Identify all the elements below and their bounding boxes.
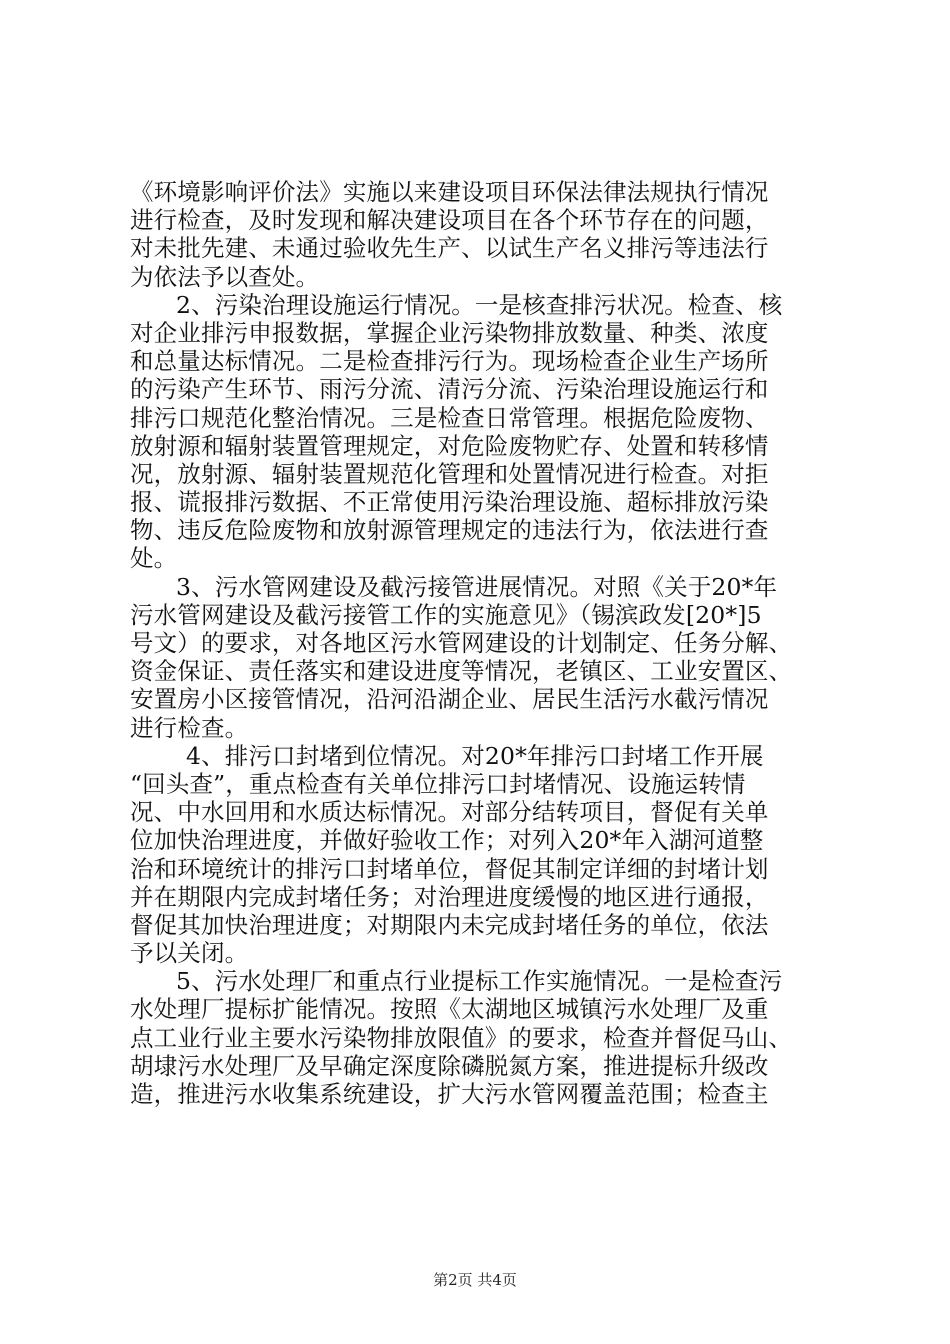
text-line: 的污染产生环节、雨污分流、清污分流、污染治理设施运行和 bbox=[130, 375, 769, 404]
paragraph-1 bbox=[130, 178, 830, 291]
text-line: 治和环境统计的排污口封堵单位，督促其制定详细的封堵计划 bbox=[130, 854, 769, 883]
text-line: 处。 bbox=[130, 544, 178, 573]
text-line: 资金保证、责任落实和建设进度等情况，老镇区、工业安置区、 bbox=[130, 657, 793, 686]
text-line: 排污口规范化整治情况。三是检查日常管理。根据危险废物、 bbox=[130, 403, 769, 432]
text-line: 为依法予以查处。 bbox=[130, 262, 320, 291]
page-number-footer: 第2页 共4页 bbox=[433, 1271, 517, 1289]
text-line: 5、污水处理厂和重点行业提标工作实施情况。一是检查污 bbox=[176, 967, 783, 996]
text-line: “回头查”，重点检查有关单位排污口封堵情况、设施运转情 bbox=[130, 769, 746, 798]
text-line: 报、谎报排污数据、不正常使用污染治理设施、超标排放污染 bbox=[130, 488, 769, 517]
text-line: 位加快治理进度，并做好验收工作；对列入20*年入湖河道整 bbox=[130, 826, 764, 855]
text-line: 号文）的要求，对各地区污水管网建设的计划制定、任务分解、 bbox=[130, 629, 793, 657]
paragraph-2 bbox=[130, 291, 830, 573]
paragraph-3 bbox=[130, 573, 830, 742]
text-line: 2、污染治理设施运行情况。一是核查排污状况。检查、核 bbox=[176, 290, 783, 319]
document-body bbox=[130, 178, 830, 1108]
text-line: 3、污水管网建设及截污接管进展情况。对照《关于20*年 bbox=[176, 572, 778, 601]
text-line: 况、中水回用和水质达标情况。对部分结转项目，督促有关单 bbox=[130, 798, 769, 827]
text-line: 况，放射源、辐射装置规范化管理和处置情况进行检查。对拒 bbox=[130, 459, 769, 488]
text-line: 督促其加快治理进度；对期限内未完成封堵任务的单位，依法 bbox=[130, 910, 769, 939]
text-line: 予以关闭。 bbox=[130, 939, 249, 968]
text-line: 污水管网建设及截污接管工作的实施意见》（锡滨政发[20*]5 bbox=[130, 600, 762, 629]
text-line: 并在期限内完成封堵任务；对治理进度缓慢的地区进行通报， bbox=[130, 882, 769, 911]
text-line: 和总量达标情况。二是检查排污行为。现场检查企业生产场所 bbox=[130, 347, 769, 376]
text-line: 造，推进污水收集系统建设，扩大污水管网覆盖范围；检查主 bbox=[130, 1080, 769, 1108]
text-line: 进行检查。 bbox=[130, 713, 249, 742]
text-line: 放射源和辐射装置管理规定，对危险废物贮存、处置和转移情 bbox=[130, 431, 769, 460]
text-line: 物、违反危险废物和放射源管理规定的违法行为，依法进行查 bbox=[130, 516, 769, 545]
paragraph-5 bbox=[130, 967, 830, 1108]
text-line: 点工业行业主要水污染物排放限值》的要求，检查并督促马山、 bbox=[130, 1023, 793, 1052]
text-line: 进行检查，及时发现和解决建设项目在各个环节存在的问题， bbox=[130, 206, 769, 235]
text-line: 对未批先建、未通过验收先生产、以试生产名义排污等违法行 bbox=[130, 234, 769, 263]
text-line: 对企业排污申报数据，掌握企业污染物排放数量、种类、浓度 bbox=[130, 318, 769, 347]
text-line: 安置房小区接管情况，沿河沿湖企业、居民生活污水截污情况 bbox=[130, 685, 769, 714]
paragraph-4 bbox=[130, 742, 830, 968]
text-line: 胡埭污水处理厂及早确定深度除磷脱氮方案，推进提标升级改 bbox=[130, 1051, 769, 1080]
text-line: 《环境影响评价法》实施以来建设项目环保法律法规执行情况 bbox=[130, 178, 769, 206]
text-line: 4、排污口封堵到位情况。对20*年排污口封堵工作开展 bbox=[186, 741, 764, 770]
text-line: 水处理厂提标扩能情况。按照《太湖地区城镇污水处理厂及重 bbox=[130, 995, 769, 1024]
